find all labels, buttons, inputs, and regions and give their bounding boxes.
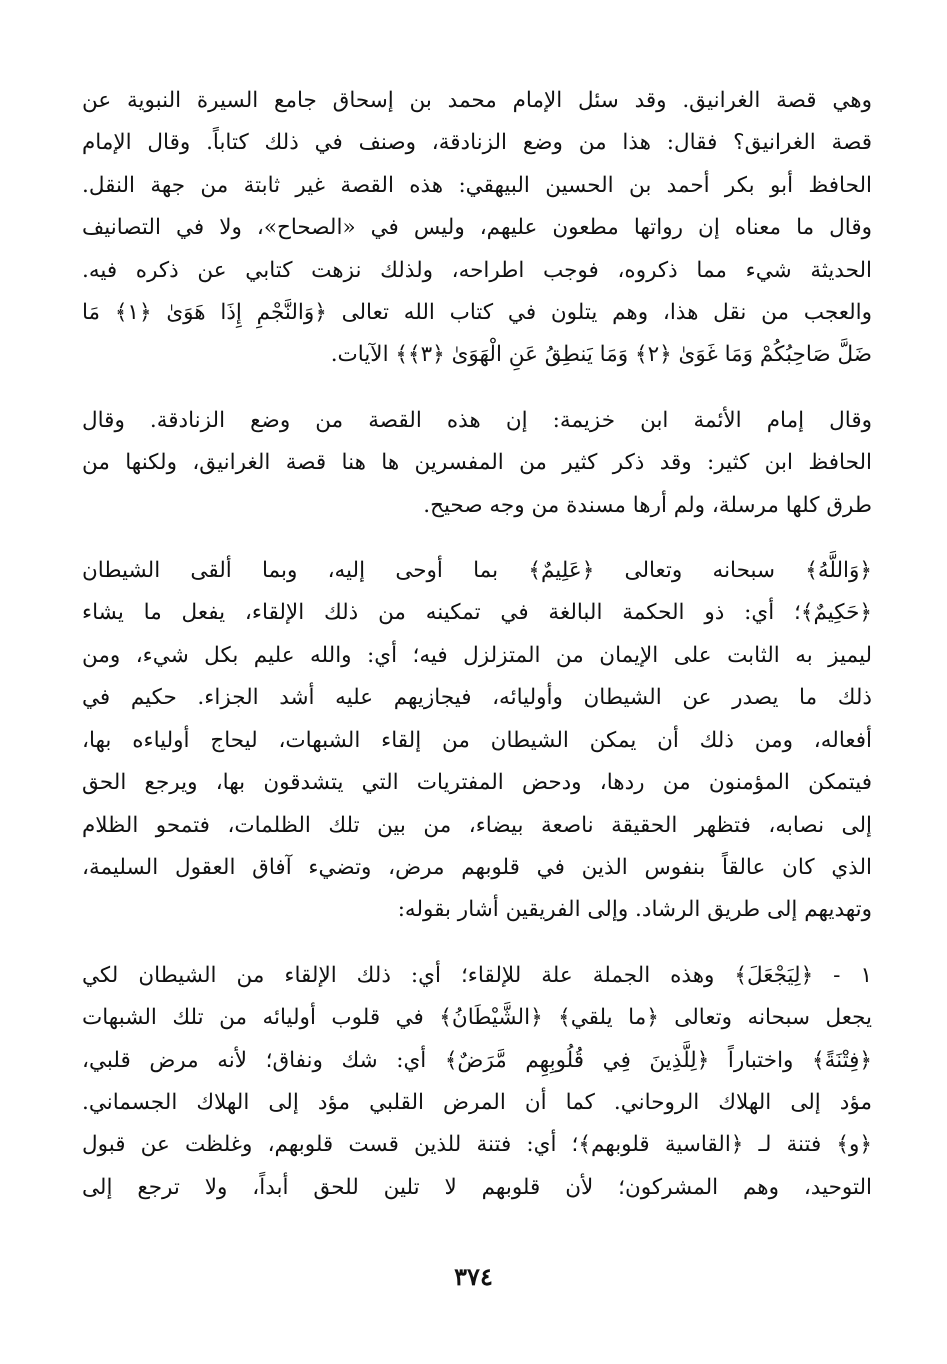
- text-line: فيتمكن المؤمنون من ردها، ودحض المفتريات التي يتشدقون بها، ويرجع الحق: [82, 770, 872, 796]
- text-line: الحافظ ابن كثير: وقد ذكر كثير من المفسرين ها هنا قصة الغرانيق، ولكنها من: [82, 450, 872, 476]
- text-line: وقال ما معناه إن رواتها مطعون عليهم، وليس في «الصحاح»، ولا في التصانيف: [82, 215, 872, 241]
- paragraph-1: [82, 80, 872, 377]
- text-line: ﴿حَكِيمٌ﴾؛ أي: ذو الحكمة البالغة في تمكينه من ذلك الإلقاء، يفعل ما يشاء: [82, 600, 872, 626]
- text-line: الحافظ أبو بكر أحمد بن الحسين البيهقي: هذه القصة غير ثابتة من جهة النقل.: [82, 172, 872, 198]
- text-line: ﴿فِتْنَةً﴾ واختباراً ﴿لِلَّذِينَ فِي قُلُوبِهِم مَّرَضٌ﴾ أي: شك ونفاق؛ لأنه مرض قلبي،: [82, 1047, 872, 1073]
- text-line: طرق كلها مرسلة، ولم أرها مسندة من وجه صحيح.: [423, 492, 872, 518]
- text-line: أفعاله، ومن ذلك أن يمكن الشيطان من إلقاء الشبهات، ليحاج أولياءه بها،: [82, 727, 872, 753]
- text-line: يجعل سبحانه وتعالى ﴿ما يلقي﴾ ﴿الشَّيْطَانُ﴾ في قلوب أوليائه من تلك الشبهات: [82, 1005, 872, 1031]
- text-line: ليميز به الثابت على الإيمان من المتزلزل فيه؛ أي: والله عليم بكل شيء، ومن: [82, 642, 872, 668]
- paragraph-3: [82, 550, 872, 932]
- text-line: ﴿وَاللَّهُ﴾ سبحانه وتعالى ﴿عَلِيمٌ﴾ بما أوحى إليه، وبما ألقى الشيطان: [82, 558, 872, 584]
- text-line: ذلك ما يصدر عن الشيطان وأوليائه، فيجازيهم عليه أشد الجزاء. حكيم في: [82, 685, 872, 711]
- page-body: [82, 80, 872, 1209]
- text-line: والعجب من نقل هذا، وهم يتلون في كتاب الله تعالى ﴿وَالنَّجْمِ إِذَا هَوَىٰ ﴿١﴾ مَا: [82, 300, 872, 326]
- text-line: وهي قصة الغرانيق. وقد سئل الإمام محمد بن إسحاق جامع السيرة النبوية عن: [82, 88, 872, 113]
- text-line: وقال إمام الأئمة ابن خزيمة: إن هذه القصة من وضع الزنادقة. وقال: [82, 407, 872, 433]
- text-line: الحديثة شيء مما ذكروه، فوجب اطراحه، ولذلك نزهت كتابي عن ذكره فيه.: [82, 257, 872, 283]
- text-line: ضَلَّ صَاحِبُكُمْ وَمَا غَوَىٰ ﴿٢﴾ وَمَا يَنطِقُ عَنِ الْهَوَىٰ ﴿٣﴾﴾ الآيات.: [330, 342, 872, 368]
- text-line: قصة الغرانيق؟ فقال: هذا من وضع الزنادقة، وصنف في ذلك كتاباً. وقال الإمام: [82, 130, 872, 156]
- paragraph-4: [82, 955, 872, 1209]
- page-number: ٣٧٤: [454, 1262, 493, 1291]
- text-line: التوحيد، وهم المشركون؛ لأن قلوبهم لا تلين للحق أبداً، ولا ترجع إلى: [82, 1174, 872, 1200]
- paragraph-2: [82, 400, 872, 527]
- text-line: الذي كان عالقاً بنفوس الذين في قلوبهم مرض، وتضيء آفاق العقول السليمة،: [82, 854, 872, 880]
- text-line: وتهديهم إلى طريق الرشاد. وإلى الفريقين أشار بقوله:: [397, 897, 872, 923]
- text-line: إلى نصابه، فتظهر الحقيقة ناصعة بيضاء، من بين تلك الظلمات، فتمحو الظلام: [82, 812, 872, 838]
- text-line: مؤد إلى الهلاك الروحاني. كما أن المرض القلبي مؤد إلى الهلاك الجسماني.: [82, 1089, 872, 1115]
- text-line: ١ - ﴿لِيَجْعَلَ﴾ وهذه الجملة علة للإلقاء؛ أي: ذلك الإلقاء من الشيطان لكي: [82, 962, 872, 988]
- text-line: ﴿و﴾ فتنة لـ ﴿القاسية قلوبهم﴾؛ أي: فتنة للذين قست قلوبهم، وغلظت عن قبول: [82, 1132, 872, 1158]
